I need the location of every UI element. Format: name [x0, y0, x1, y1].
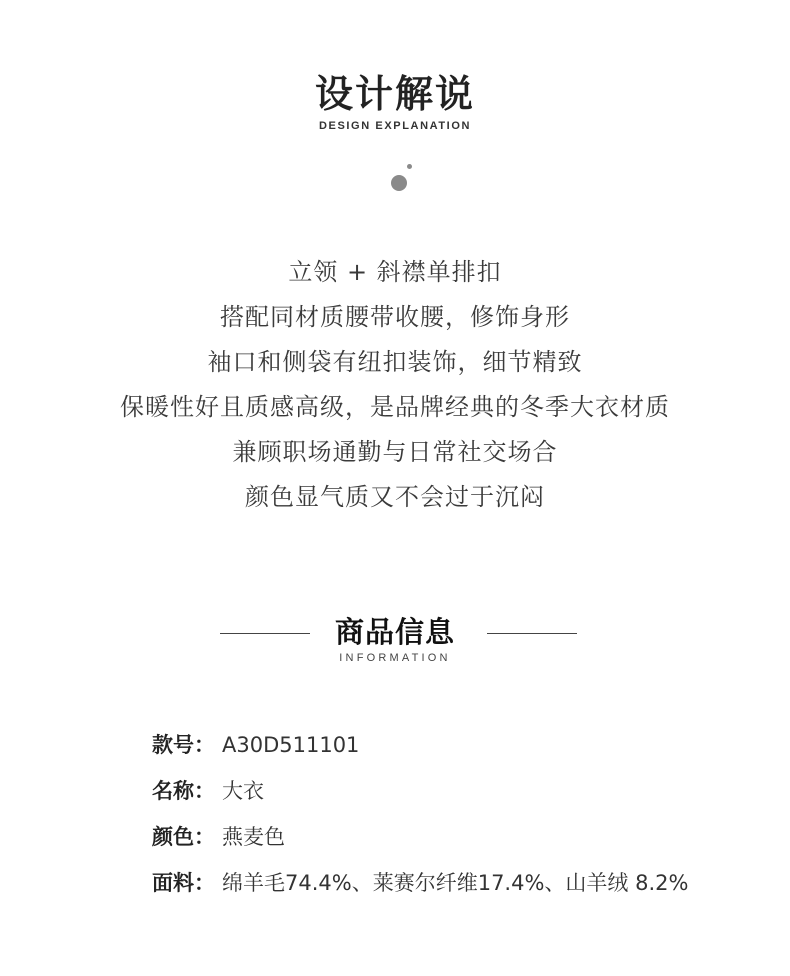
spec-label: 颜色：: [152, 825, 215, 849]
spec-label: 面料：: [152, 871, 215, 895]
info-title: 商品信息: [334, 615, 455, 649]
spec-value: 绵羊毛74.4%、莱赛尔纤维17.4%、山羊绒 8.2%: [222, 871, 689, 895]
spec-row-color: [152, 820, 688, 866]
description-line: 兼顾职场通勤与日常社交场合: [232, 438, 558, 466]
spec-label: 名称：: [152, 779, 215, 803]
info-subtitle: INFORMATION: [339, 652, 451, 664]
spec-row-name: [152, 774, 688, 820]
design-subtitle: DESIGN EXPLANATION: [318, 120, 472, 132]
description-line: 袖口和侧袋有纽扣装饰，细节精致: [207, 348, 583, 376]
decorative-dot-small: [407, 164, 412, 169]
spec-row-style-number: [152, 728, 688, 774]
design-description: [0, 250, 790, 520]
spec-value: 大衣: [222, 779, 264, 803]
description-line: 颜色显气质又不会过于沉闷: [245, 483, 545, 511]
spec-value: A30D511101: [222, 733, 360, 757]
description-line: 立领 + 斜襟单排扣: [288, 258, 502, 286]
spec-label: 款号：: [152, 733, 215, 757]
description-line: 搭配同材质腰带收腰，修饰身形: [220, 303, 570, 331]
description-line: 保暖性好且质感高级，是品牌经典的冬季大衣材质: [120, 393, 670, 421]
design-title: 设计解说: [314, 72, 475, 116]
decorative-dot-large: [391, 175, 407, 191]
spec-row-fabric: [152, 866, 688, 912]
spec-list: [152, 728, 688, 912]
spec-value: 燕麦色: [222, 825, 285, 849]
